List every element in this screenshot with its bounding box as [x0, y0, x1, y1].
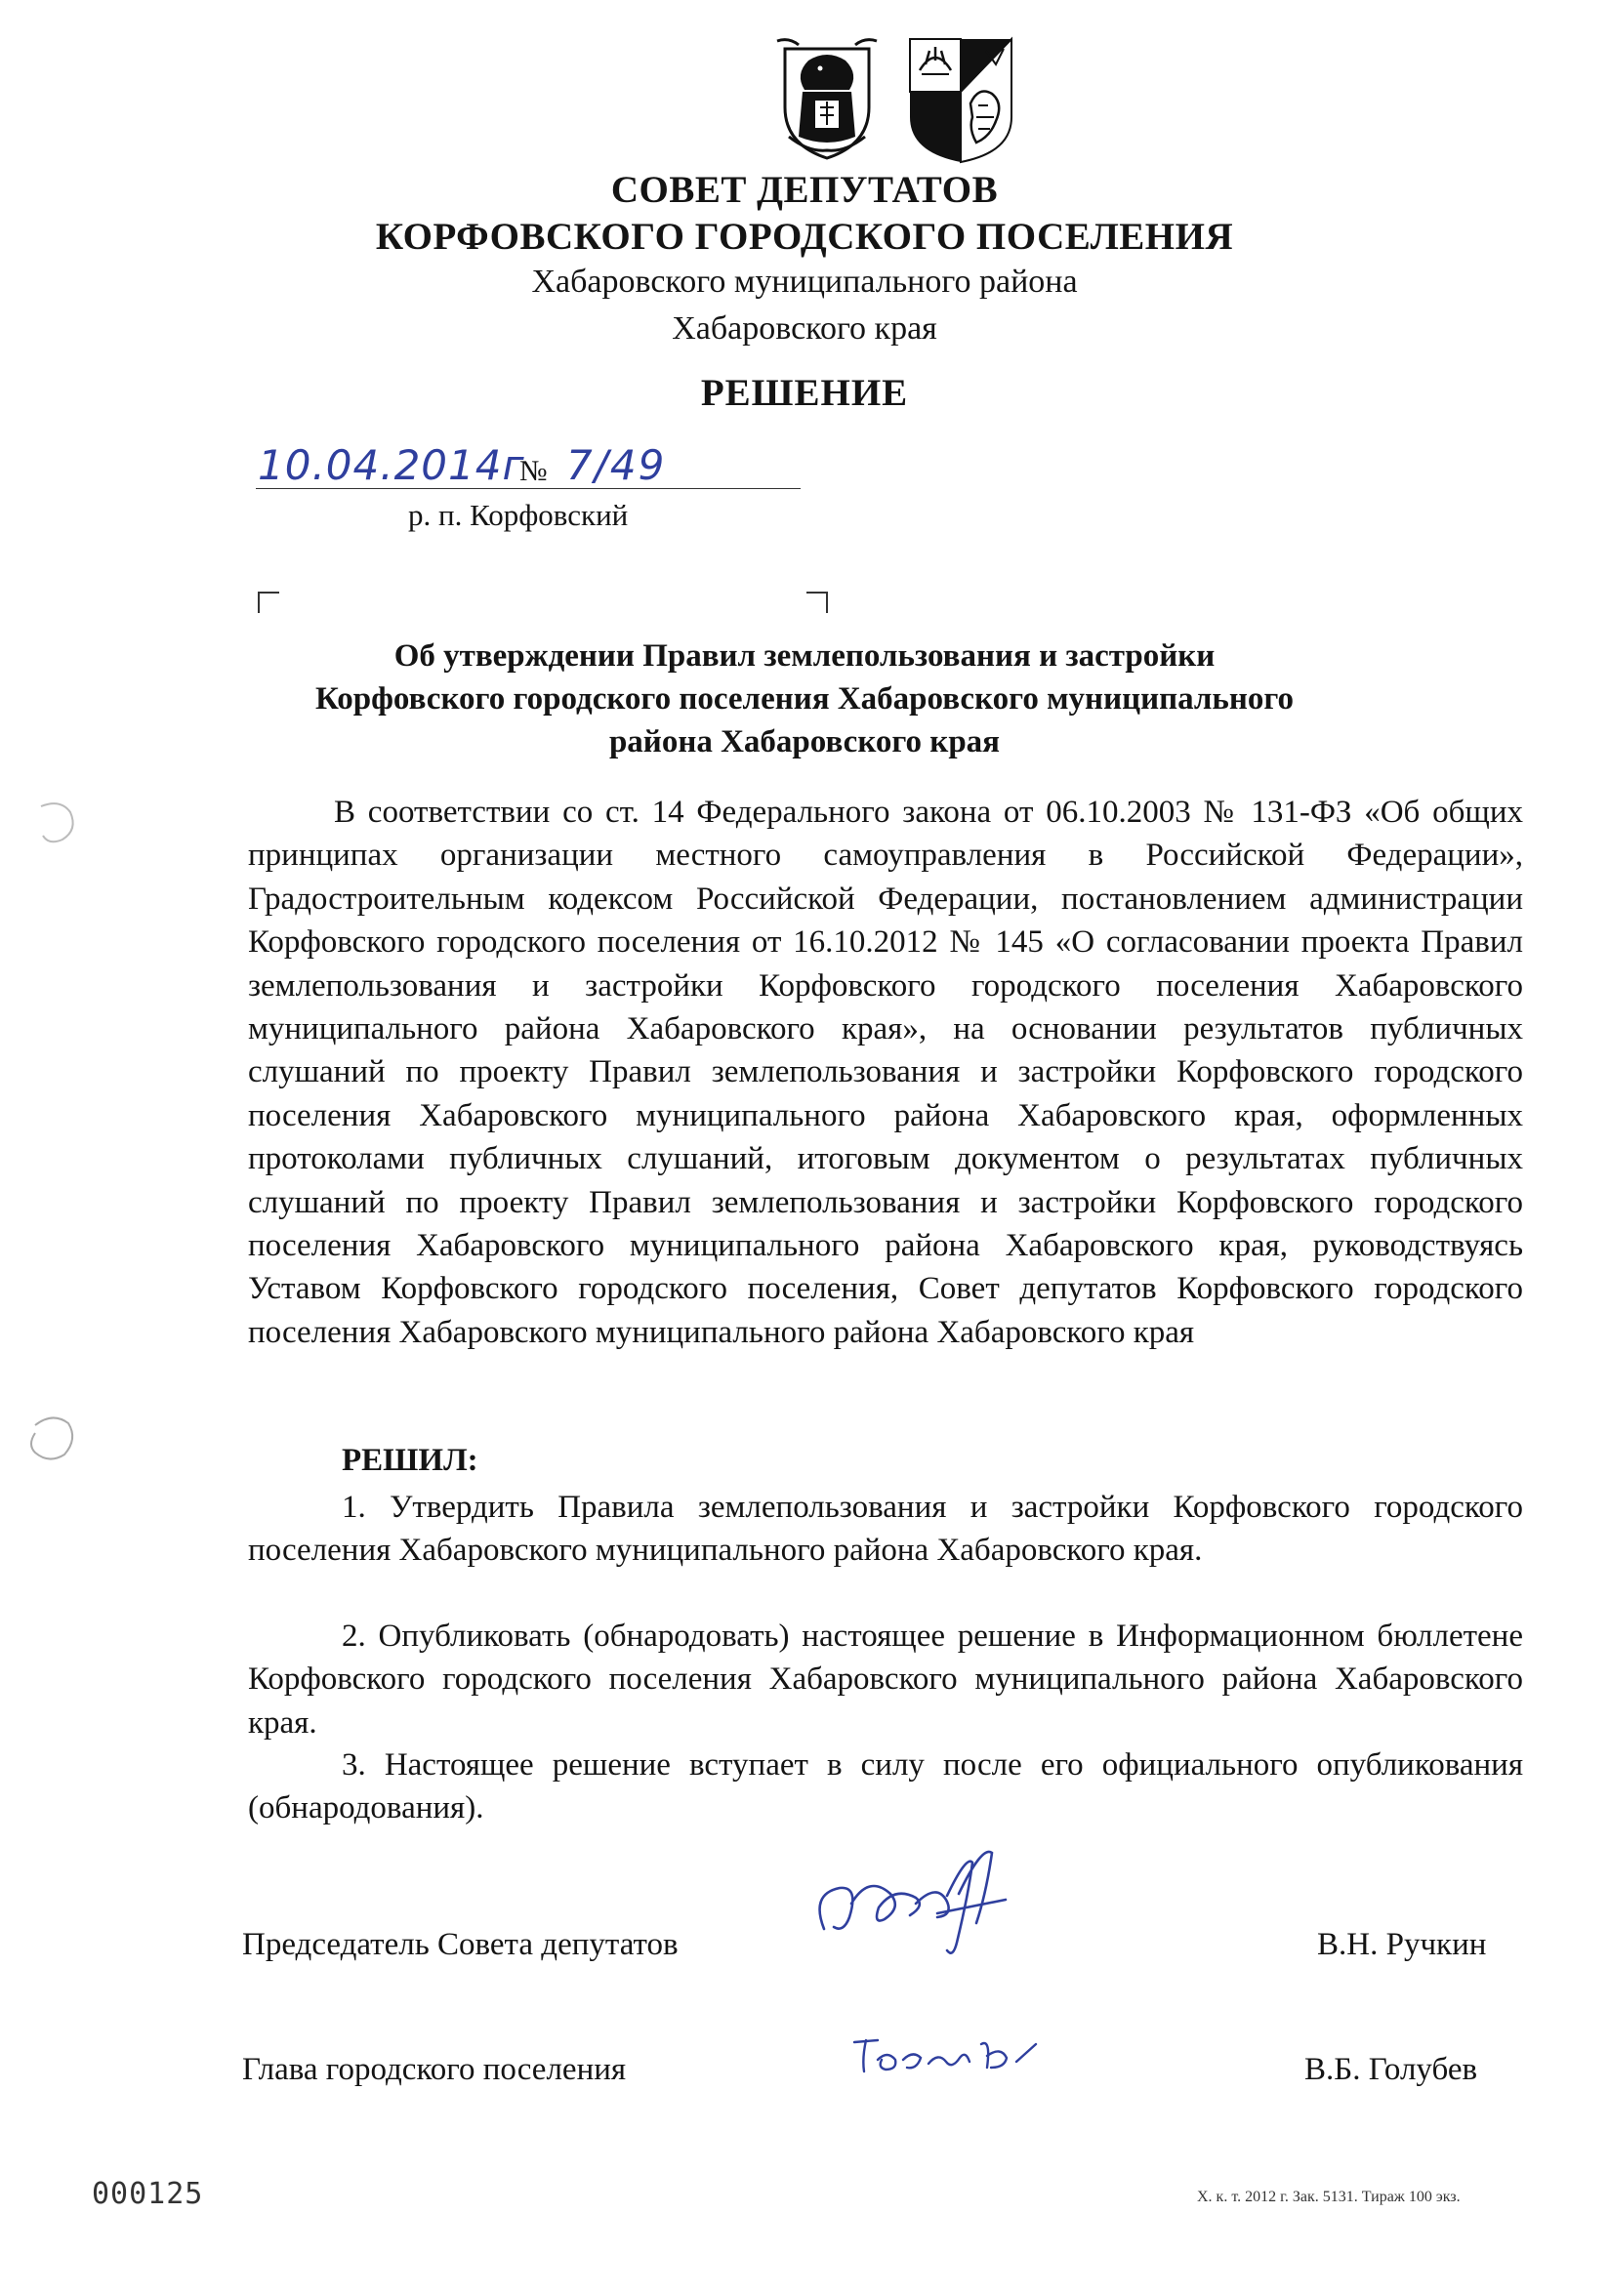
handwritten-date: 10.04.2014г: [258, 441, 525, 489]
number-sign: №: [519, 455, 548, 487]
title-corner-bracket-right: [806, 592, 828, 613]
document-title: [0, 635, 1609, 763]
org-district-line: Хабаровского муниципального района: [531, 264, 1078, 300]
org-name-line2: КОРФОВСКОГО ГОРОДСКОГО ПОСЕЛЕНИЯ: [375, 216, 1234, 258]
org-name-line1: СОВЕТ ДЕПУТАТОВ: [610, 169, 999, 211]
title-corner-bracket-left: [258, 592, 279, 613]
resolution-item-2: 2. Опубликовать (обнародовать) настоящее решение в Информационном бюллетене Корфовского городского поселения Хабаровского муниципального района Хабаровского края.: [248, 1619, 1523, 1741]
handwritten-number: 7/49: [566, 441, 667, 489]
document-type: РЕШЕНИЕ: [700, 372, 909, 414]
resolved-heading: РЕШИЛ:: [342, 1443, 478, 1478]
chairman-signature: [801, 1835, 1035, 1972]
head-signature: [845, 2025, 1050, 2083]
place-of-issue: р. п. Корфовский: [408, 498, 629, 532]
margin-punch-mark: [21, 797, 90, 855]
title-line: Корфовского городского поселения Хабаровского муниципального: [314, 681, 1295, 717]
title-line: Об утверждении Правил землепользования и застройки: [393, 638, 1216, 674]
document-serial-number: 000125: [92, 2177, 204, 2211]
resolution-item-1: 1. Утвердить Правила землепользования и застройки Корфовского городского поселения Хабаровского муниципального района Хабаровского края.: [248, 1490, 1523, 1569]
date-number-underline: [256, 488, 801, 489]
title-line: района Хабаровского края: [608, 724, 1001, 759]
signatory-role-head: Глава городского поселения: [242, 2052, 627, 2087]
signatory-name-chairman: В.Н. Ручкин: [1317, 1927, 1487, 1962]
khabarovsk-district-coat-of-arms: [906, 35, 1015, 166]
resolution-item-3: 3. Настоящее решение вступает в силу после его официального опубликования (обнародования).: [248, 1747, 1523, 1826]
preamble-paragraph: В соответствии со ст. 14 Федерального закона от 06.10.2003 № 131-ФЗ «Об общих принципах организации местного самоуправления в Российской Федерации», Градостроительным кодексом Российской Федерации, постановлением администрации Корфовского городского поселения от 16.10.2012 № 145 «О согласовании проекта Правил землепользования и застройки Корфовского городского поселения Хабаровского муниципального района Хабаровского края», на основании результатов публичных слушаний по проекту Правил землепользования и застройки Корфовского городского поселения Хабаровского муниципального района Хабаровского края, оформленных протоколами публичных слушаний, итоговым документом о результатах публичных слушаний по проекту Правил землепользования и застройки Корфовского городского поселения Хабаровского муниципального района Хабаровского края, руководствуясь Уставом Корфовского городского поселения, Совет депутатов Корфовского городского поселения Хабаровского муниципального района Хабаровского края: [248, 795, 1523, 1350]
printing-info: Х. к. т. 2012 г. Зак. 5131. Тираж 100 экз.: [1197, 2189, 1461, 2205]
khabarovsk-krai-coat-of-arms: [769, 35, 885, 162]
signatory-role-chairman: Председатель Совета депутатов: [242, 1927, 679, 1962]
org-region-line: Хабаровского края: [672, 310, 937, 347]
margin-punch-mark: [14, 1406, 92, 1474]
signatory-name-head: В.Б. Голубев: [1304, 2052, 1478, 2087]
